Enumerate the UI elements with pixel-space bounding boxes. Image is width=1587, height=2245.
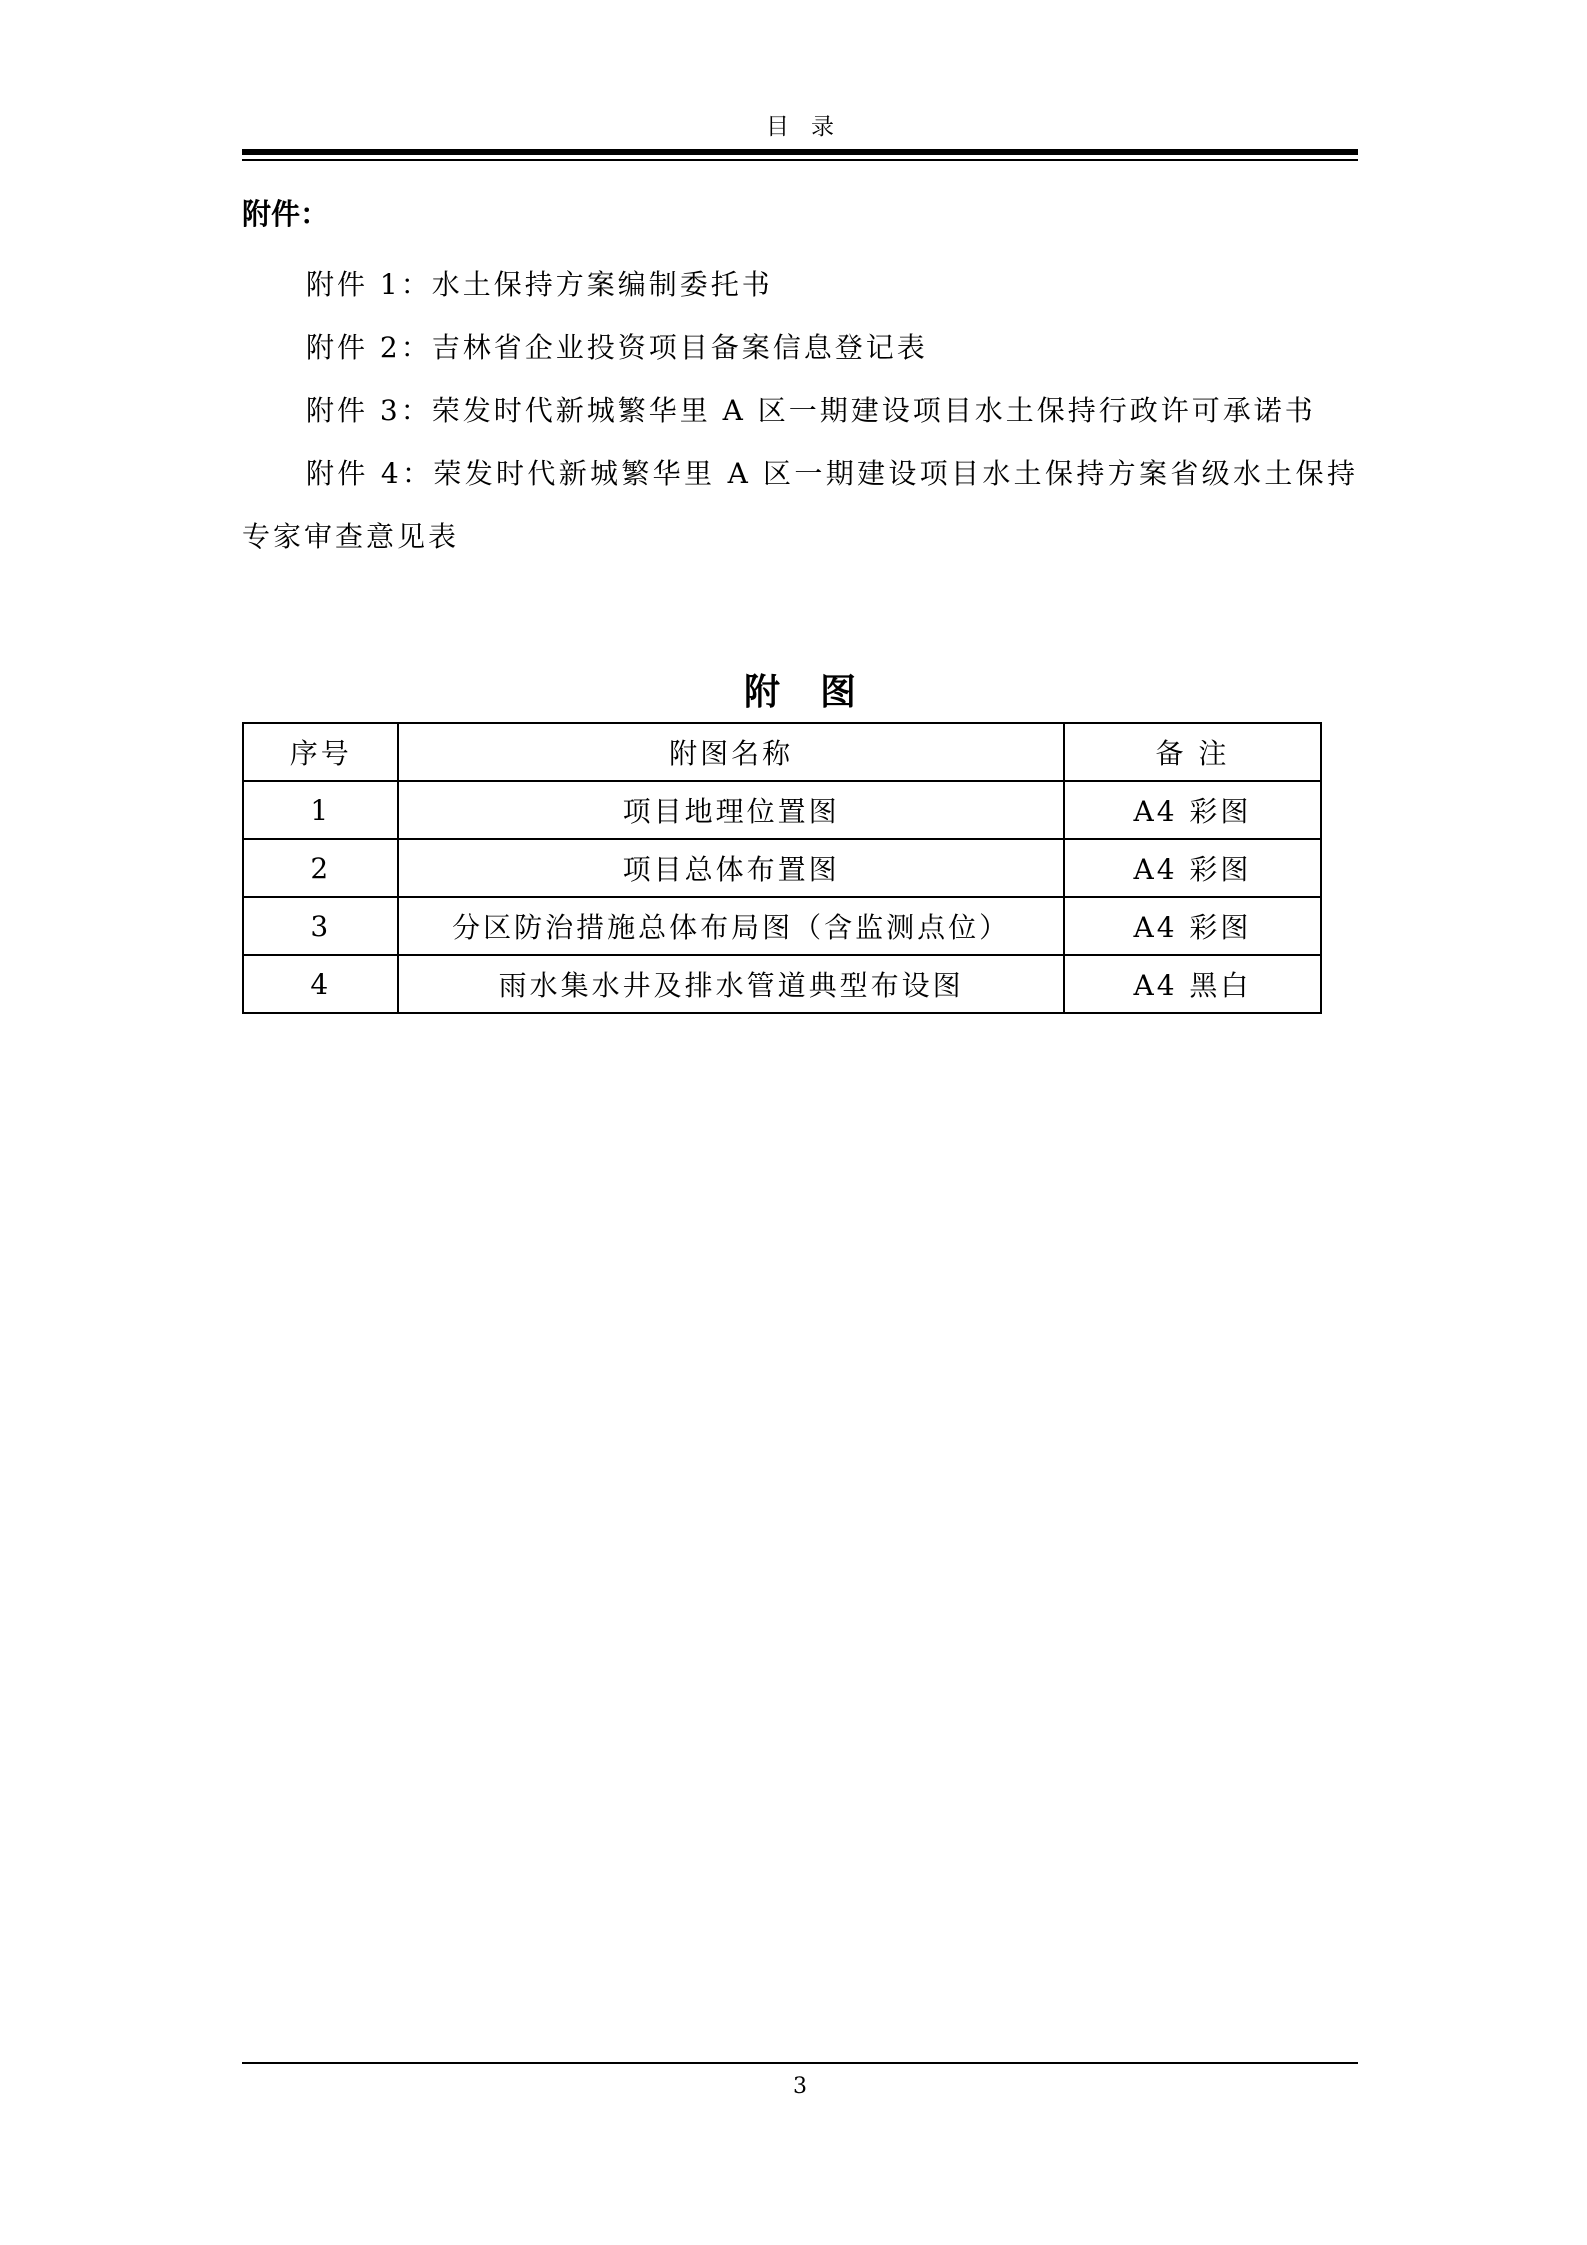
header-divider-thin [242,159,1358,161]
column-header-note: 备 注 [1064,723,1321,781]
attachment-item-1: 附件 1：水土保持方案编制委托书 [306,268,773,301]
table-row [243,781,1321,839]
row-number: 2 [243,839,398,897]
figures-title: 附图 [743,671,896,713]
table-row [243,955,1321,1013]
attachment-item-2: 附件 2：吉林省企业投资项目备案信息登记表 [306,331,928,364]
attachment-item-3: 附件 3：荣发时代新城繁华里 A 区一期建设项目水土保持行政许可承诺书 [306,394,1316,427]
table-row [243,839,1321,897]
attachments-heading: 附件： [242,197,330,231]
row-figure-name: 分区防治措施总体布局图（含监测点位） [398,897,1063,955]
table-row [243,897,1321,955]
header-divider-thick [242,149,1358,155]
row-number: 3 [243,897,398,955]
row-figure-name: 项目总体布置图 [398,839,1063,897]
table-header-row [243,723,1321,781]
row-note: A4 彩图 [1064,897,1321,955]
figures-table [242,722,1322,1014]
row-number: 4 [243,955,398,1013]
row-note: A4 黑白 [1064,955,1321,1013]
row-note: A4 彩图 [1064,839,1321,897]
column-header-name: 附图名称 [398,723,1063,781]
row-figure-name: 项目地理位置图 [398,781,1063,839]
row-number: 1 [243,781,398,839]
column-header-number: 序号 [243,723,398,781]
row-figure-name: 雨水集水井及排水管道典型布设图 [398,955,1063,1013]
attachments-list [242,253,1358,568]
footer-divider [242,2062,1358,2064]
attachment-item-4: 附件 4：荣发时代新城繁华里 A 区一期建设项目水土保持方案省级水土保持专家审查意见表 [242,457,1358,553]
page-header-title: 目录 [766,114,856,140]
page-number: 3 [793,2074,807,2099]
row-note: A4 彩图 [1064,781,1321,839]
